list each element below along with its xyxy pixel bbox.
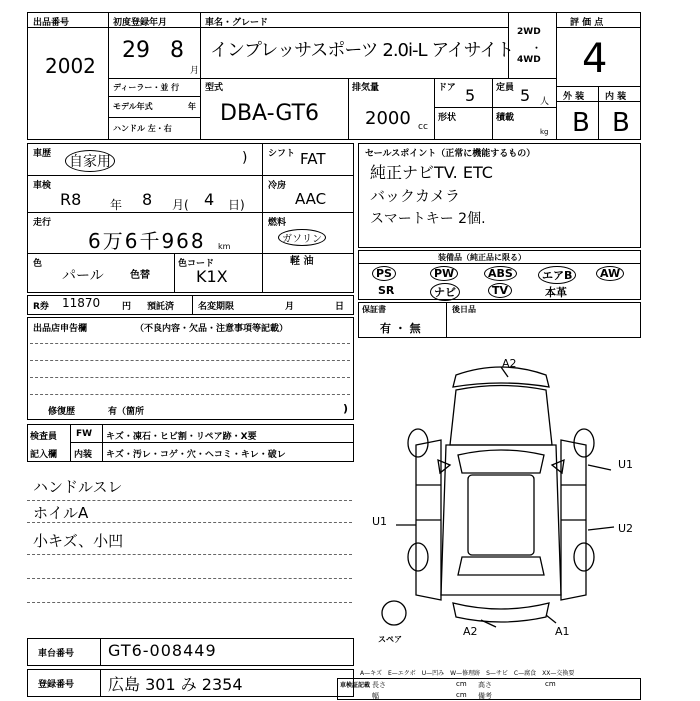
interior-text: キズ・汚レ・コゲ・穴・ヘコミ・キレ・破レ [106,450,286,460]
mark-a2-rear: A2 [463,625,478,638]
ac-value: AAC [295,190,327,208]
int-label: 内 装 [605,92,627,102]
color-code: K1X [196,267,228,286]
fuel-value: ガソリン [278,229,326,246]
equip-sr: SR [378,284,395,297]
sales-points-label: セールスポイント（正常に機能するもの） [365,149,536,159]
door-label: ドア [438,83,456,93]
drive-dot: ・ [532,44,542,54]
warranty-label: 保証書 [362,305,386,314]
plate-label: 登録番号 [38,680,75,690]
capacity-label: 定員 [496,83,515,93]
reg-month: 8 [170,38,184,63]
width-cm: cm [456,691,467,699]
legend: A—キズ E—エクボ U—凹み W—修理跡 S—サビ C—腐食 XX—交換要 [360,670,575,677]
note-2: ホイルA [33,504,89,522]
chassis-number: GT6-008449 [108,641,217,660]
mark-u1-right: U1 [618,458,634,471]
deposit-label: 預託済 [147,302,175,312]
dealer-label: ディーラー・並 行 [113,83,180,92]
height-cm: cm [545,680,556,688]
equip-abs: ABS [484,266,517,281]
equip-navi: ナビ [430,283,460,301]
note-label: 備考 [478,692,492,700]
lot-number: 2002 [45,54,96,78]
history-label: 車歴 [33,149,52,159]
color-code-label: 色コード [178,259,215,269]
validity-month: 月 [285,302,295,312]
int-grade: B [612,108,630,138]
fw-label: FW [76,429,93,439]
drive-4wd: 4WD [517,55,541,65]
after-label: 後日品 [452,305,476,314]
model-year-label: モデル年式 [113,102,153,111]
first-reg-label: 初度登録年月 [113,18,168,28]
capacity: 5 [520,86,531,105]
size-label: 車検証記載 [340,682,371,689]
displacement: 2000 [365,108,411,129]
insp-month-char: 月( [172,198,189,212]
sales-line-3: スマートキー 2個. [370,211,486,227]
length-label: 長さ [372,681,386,689]
history-paren: ) [242,150,248,166]
repair-value: 有（箇所 [108,407,145,417]
equipment-label: 装備品（純正品に限る） [438,253,526,262]
warranty-value: 有 ・ 無 [380,322,421,335]
cc-label: cc [418,122,428,132]
kg-label: kg [540,128,549,136]
chassis-label: 車台番号 [38,649,75,659]
recycle-label: R券 [33,302,49,312]
insp-year-char: 年 [110,198,123,212]
model-year-char: 年 [188,102,196,111]
ext-label: 外 装 [563,92,585,102]
ext-grade: B [572,108,590,138]
note-1: ハンドルスレ [33,478,123,496]
inspector-label-1: 検査員 [30,432,58,442]
history-value: 自家用 [65,150,115,172]
height-label: 高さ [478,681,492,689]
validity-day: 日 [335,302,345,312]
car-name: インプレッサスポーツ 2.0i-L アイサイト [210,40,514,61]
color-label: 色 [33,259,43,269]
seller-label: 出品店申告欄 [33,324,88,334]
equip-tv: TV [488,283,512,298]
reg-year: 29 [122,38,150,63]
sales-line-2: バックカメラ [370,187,461,205]
score-value: 4 [582,36,608,82]
capacity-unit: 人 [540,97,550,107]
mark-a1-rear: A1 [555,625,570,638]
lot-label: 出品番号 [33,18,70,28]
fuel-label: 燃料 [268,218,287,228]
load-label: 積載 [496,113,515,123]
mileage-label: 走行 [33,218,52,228]
equip-leather: 本革 [545,286,567,299]
repair-paren: ) [343,402,349,415]
model-label: 型式 [205,83,224,93]
plate-number: 広島 301 み 2354 [108,675,243,694]
equip-airbag: エアB [538,266,576,284]
insp-day-char: 日) [228,198,245,212]
inspection-label: 車検 [33,181,52,191]
recycle-amount: 11870 [62,296,101,310]
yen-label: 円 [122,302,132,312]
shape-label: 形状 [438,113,457,123]
length-cm: cm [456,680,467,688]
validity-label: 名変期限 [198,302,235,312]
color-change-label: 色替 [130,270,150,281]
insp-era: R8 [60,190,82,209]
sales-line-1: 純正ナビTV. ETC [370,163,493,182]
mark-u1-left: U1 [372,515,388,528]
width-label: 幅 [372,692,379,700]
insp-day: 4 [204,190,215,209]
equip-pw: PW [430,266,458,281]
car-damage-diagram [356,345,646,650]
interior-label: 内装 [74,450,93,460]
mark-a2-front: A2 [502,357,517,370]
model-code: DBA-GT6 [220,101,320,126]
mark-u2-right: U2 [618,522,634,535]
drive-2wd: 2WD [517,27,541,37]
inspector-label-2: 記入欄 [30,450,58,460]
note-3: 小キズ、小凹 [33,532,124,550]
score-label: 評 価 点 [570,18,604,28]
shift-value: FAT [300,150,326,168]
ac-label: 冷房 [268,181,287,191]
spare-label: スペア [378,635,402,644]
mileage-value: 6万6千968 [88,229,206,253]
month-suffix: 月 [190,66,200,76]
shift-label: シフト [268,149,296,159]
displacement-label: 排気量 [352,83,380,93]
fw-text: キズ・凍石・ヒビ割・リペア跡・X要 [106,432,257,442]
color-value: パール [62,268,104,284]
fuel-alt: 軽 油 [290,256,314,267]
seller-sub: （不良内容・欠品・注意事項等記載） [135,324,289,334]
insp-month: 8 [142,190,153,209]
name-grade-label: 車名・グレード [205,18,269,28]
equip-ps: PS [372,266,396,281]
equip-aw: AW [596,266,624,281]
header-frame [27,12,641,140]
handle-label: ハンドル 左・右 [113,124,172,133]
repair-label: 修復歴 [48,407,76,417]
km-label: km [218,242,231,251]
doors: 5 [465,86,476,105]
